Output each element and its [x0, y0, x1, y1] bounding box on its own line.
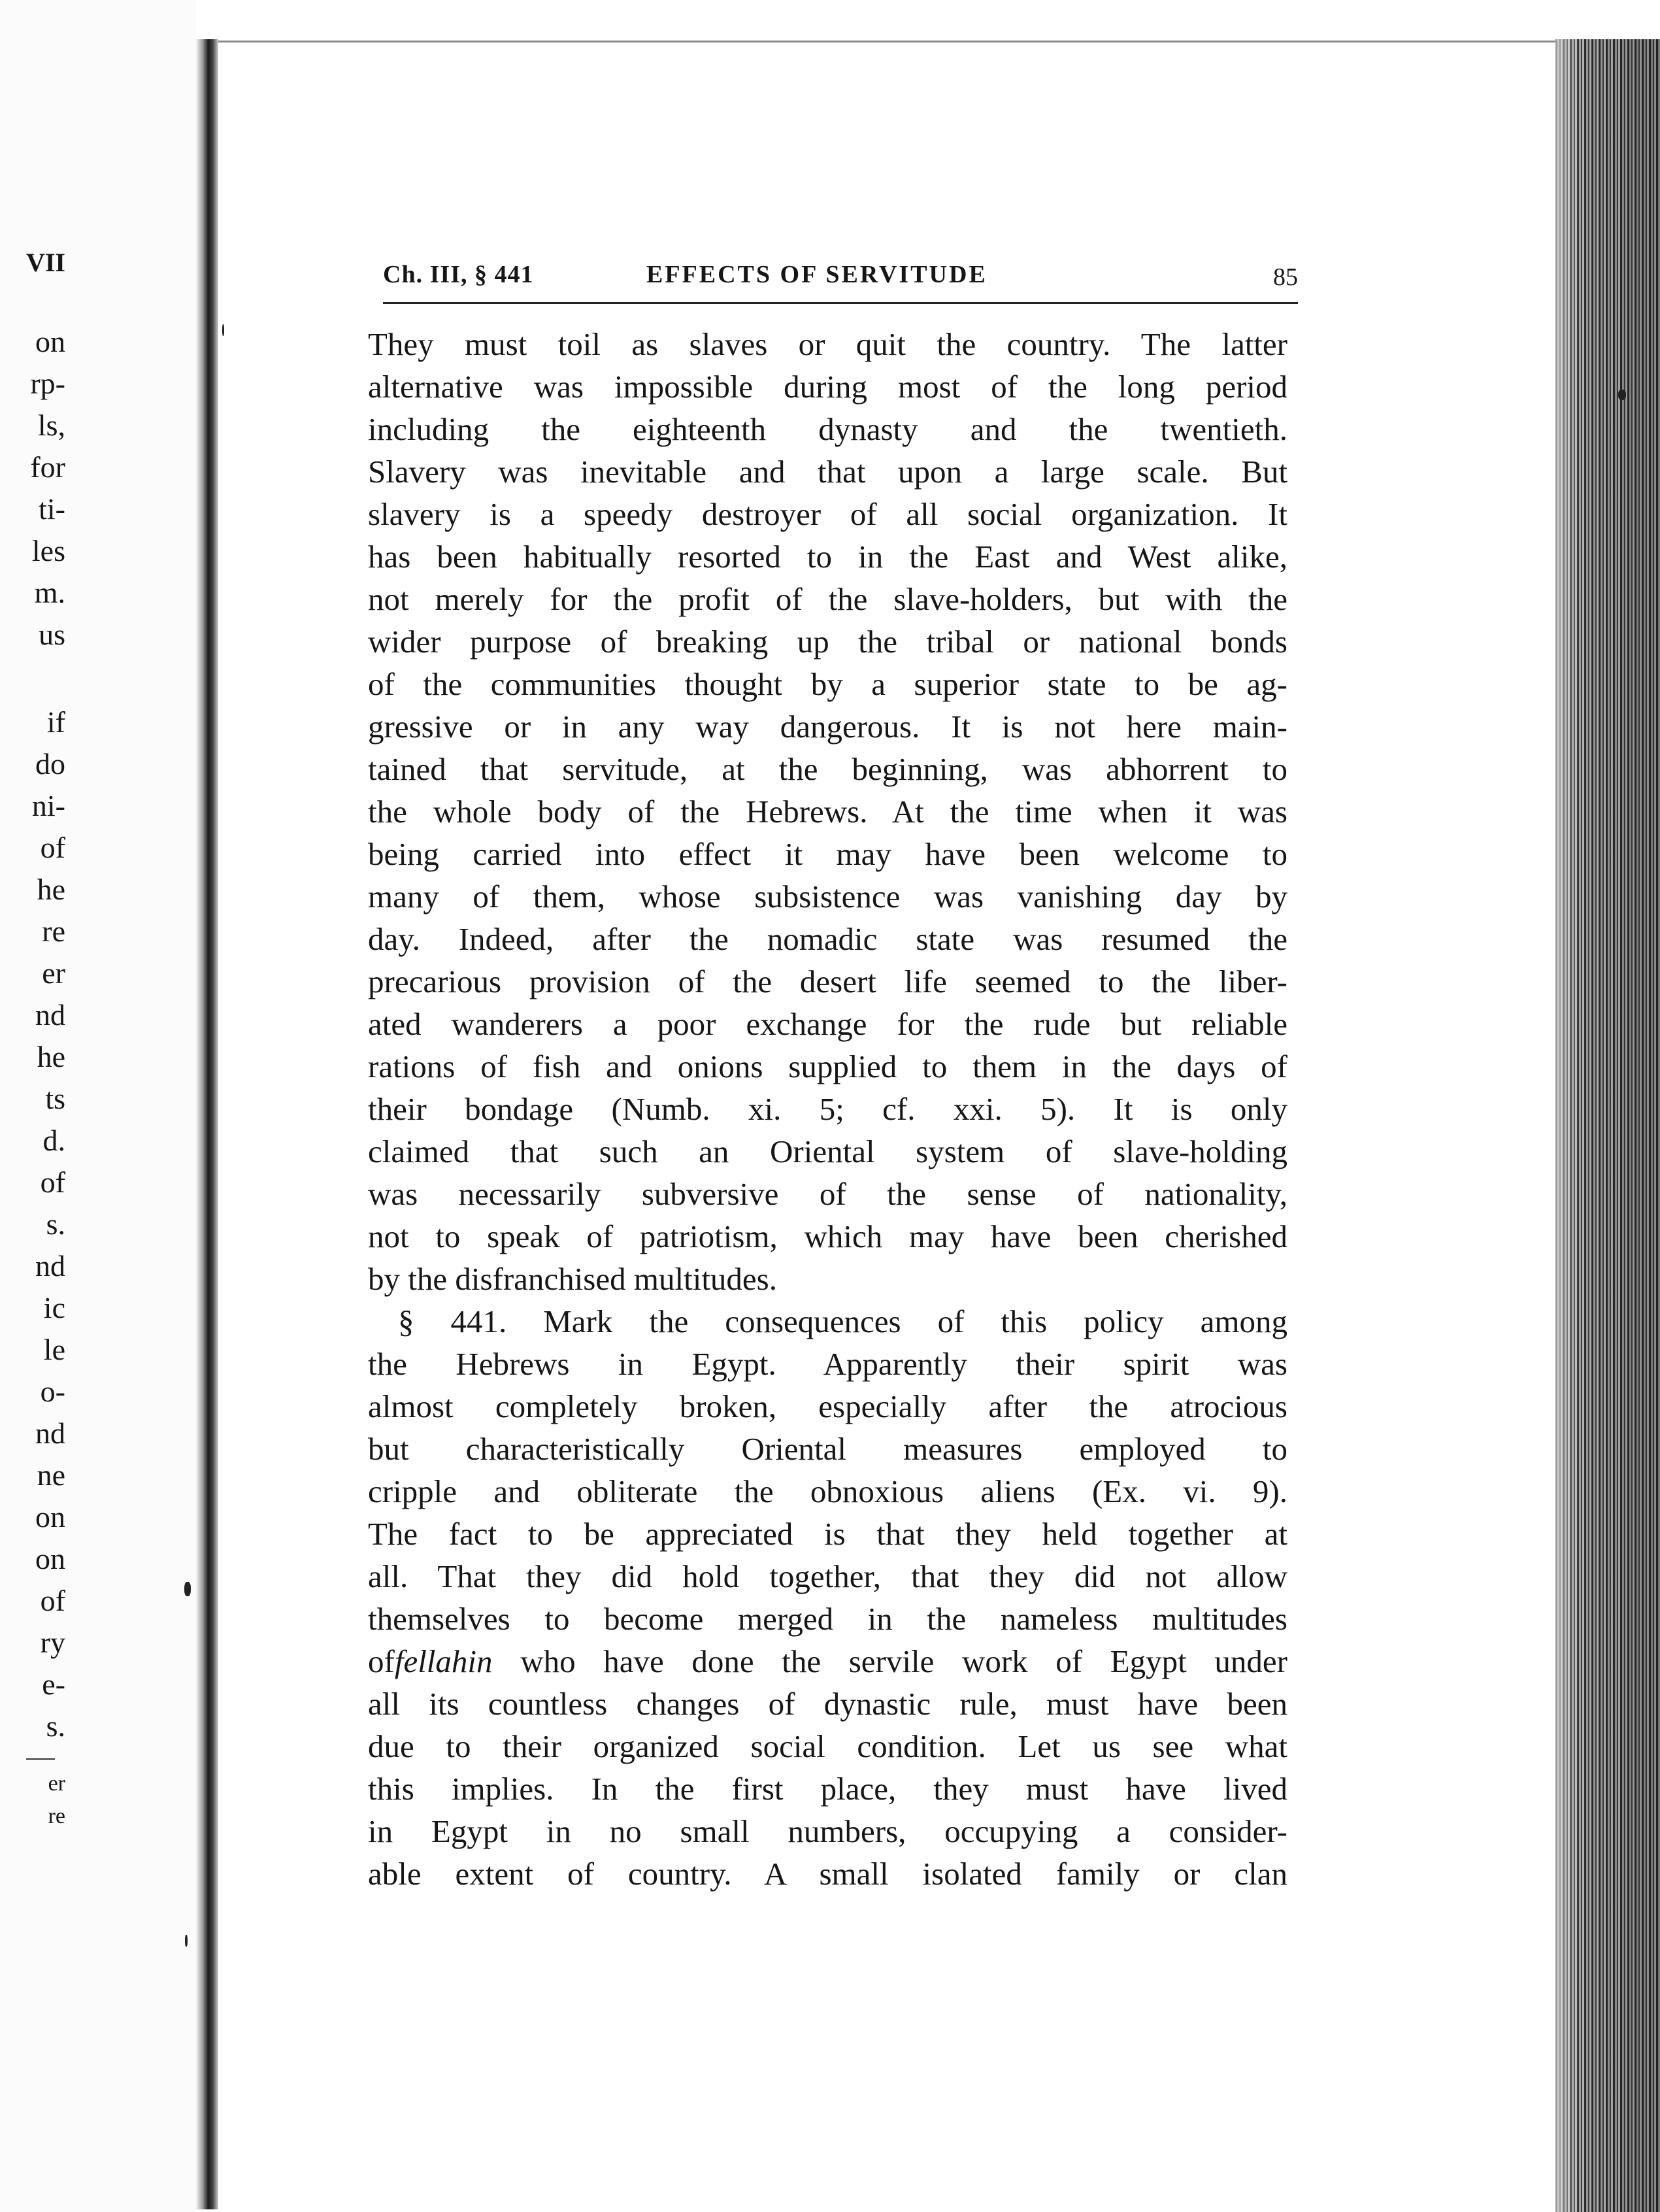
left-fragment: do [35, 747, 65, 780]
text-line: Slavery was inevitable and that upon a large scale. But [368, 454, 1287, 490]
left-fragment: nd [35, 1416, 65, 1450]
left-fragment: if [46, 705, 65, 739]
text-line-with-italic [368, 1640, 1287, 1683]
text-line: the whole body of the Hebrews. At the time when it was [368, 794, 1287, 830]
text-line: this implies. In the first place, they must have lived [368, 1771, 1287, 1807]
text-line: of the communities thought by a superior state to be ag- [368, 666, 1287, 702]
scan-speck [222, 324, 224, 336]
running-title: EFFECTS OF SERVITUDE [646, 261, 988, 288]
text-line: all. That they did hold together, that they did not allow [368, 1558, 1287, 1594]
left-fragment: le [43, 1333, 65, 1366]
left-fragment: ne [37, 1458, 65, 1492]
left-fragment: of [40, 1584, 65, 1617]
left-fragment: nd [35, 998, 65, 1031]
left-fragment: s. [46, 1207, 65, 1241]
left-fragment: m. [34, 576, 65, 609]
left-fragment: e- [42, 1667, 65, 1701]
text-line: claimed that such an Oriental system of slave-holding [368, 1133, 1287, 1169]
left-fragment: re [42, 914, 65, 948]
left-footnote-rule [26, 1758, 55, 1760]
left-fragment: ic [43, 1291, 65, 1324]
left-page-running-head: VII [25, 248, 65, 277]
scan-speck [1618, 390, 1626, 400]
text-line: themselves to become merged in the nameless multitudes [368, 1601, 1287, 1637]
text-line: many of them, whose subsistence was vanishing day by [368, 879, 1287, 914]
text-line: in Egypt in no small numbers, occupying a consider- [368, 1813, 1287, 1849]
left-footnote-fragment: re [48, 1804, 65, 1828]
text-line: wider purpose of breaking up the tribal or national bonds [368, 624, 1287, 660]
text-line: but characteristically Oriental measures employed to [368, 1431, 1287, 1467]
book-gutter [196, 39, 218, 2209]
left-fragment: for [30, 450, 65, 484]
page-number: 85 [1273, 263, 1298, 291]
text-line: alternative was impossible during most of the long period [368, 369, 1287, 405]
paragraph-end-line: by the disfranchised multitudes. [368, 1261, 777, 1297]
running-head [383, 251, 1298, 292]
left-fragment: us [39, 618, 65, 651]
text-line: They must toil as slaves or quit the country. The latter [368, 326, 1287, 362]
left-footnote-fragment: er [48, 1771, 65, 1796]
text-line: due to their organized social condition. Let us see what [368, 1728, 1287, 1764]
chapter-section-reference: Ch. III, § 441 [383, 261, 534, 288]
left-fragment: o- [40, 1375, 65, 1408]
text-line: ated wanderers a poor exchange for the rude but reliable [368, 1006, 1287, 1042]
left-fragment: s. [46, 1709, 65, 1743]
text-line: the Hebrews in Egypt. Apparently their spirit was [368, 1346, 1287, 1382]
text-line: slavery is a speedy destroyer of all social organization. It [368, 496, 1287, 532]
text-line: not to speak of patriotism, which may have been cherished [368, 1218, 1287, 1254]
text-line: gressive or in any way dangerous. It is not here main- [368, 709, 1287, 745]
left-fragment: er [42, 956, 65, 990]
text-line: rations of fish and onions supplied to them in the days of [368, 1048, 1287, 1084]
text-line: tained that servitude, at the beginning, was abhorrent to [368, 751, 1287, 787]
text-line: not merely for the profit of the slave-holders, but with the [368, 581, 1287, 617]
line-prefix: of [368, 1643, 395, 1679]
text-line: able extent of country. A small isolated family or clan [368, 1856, 1287, 1892]
left-fragment: he [37, 1040, 65, 1073]
text-line: all its countless changes of dynastic rule, must have been [368, 1686, 1287, 1722]
left-fragment: on [35, 1542, 65, 1575]
left-fragment: of [40, 831, 65, 864]
text-line: cripple and obliterate the obnoxious aliens (Ex. vi. 9). [368, 1473, 1287, 1509]
text-line: precarious provision of the desert life seemed to the liber- [368, 964, 1287, 999]
text-line: their bondage (Numb. xi. 5; cf. xxi. 5). It is only [368, 1091, 1287, 1127]
italic-term-fellahin: fellahin [394, 1643, 493, 1679]
left-fragment: ts [45, 1082, 65, 1115]
text-line: has been habitually resorted to in the East and West alike, [368, 539, 1287, 575]
left-fragment: ry [40, 1626, 65, 1659]
text-line: including the eighteenth dynasty and the twentieth. [368, 411, 1287, 447]
left-fragment: d. [42, 1124, 65, 1157]
fore-edge-shade [1555, 39, 1660, 2212]
left-fragment: on [35, 1500, 65, 1533]
left-fragment: he [37, 873, 65, 906]
left-fragment: ls, [37, 409, 65, 442]
left-fragment: nd [35, 1249, 65, 1282]
left-fragment: on [35, 325, 65, 358]
left-fragment: of [40, 1165, 65, 1199]
left-fragment: les [31, 534, 65, 567]
body-text [368, 323, 1287, 1895]
line-remainder: who have done the servile work of Egypt under [520, 1643, 1287, 1679]
left-page-fragments [0, 0, 196, 2212]
text-line: The fact to be appreciated is that they held together at [368, 1516, 1287, 1552]
text-line: was necessarily subversive of the sense of nationality, [368, 1176, 1287, 1212]
header-rule [383, 302, 1298, 304]
left-fragment: rp- [30, 367, 65, 400]
left-fragment: ni- [31, 789, 65, 822]
text-line: being carried into effect it may have been welcome to [368, 836, 1287, 872]
left-fragment: ti- [39, 492, 65, 526]
text-line: day. Indeed, after the nomadic state was resumed the [368, 921, 1287, 957]
section-441-opening-line: § 441. Mark the consequences of this policy among [398, 1303, 1287, 1339]
text-line: almost completely broken, especially after the atrocious [368, 1388, 1287, 1424]
